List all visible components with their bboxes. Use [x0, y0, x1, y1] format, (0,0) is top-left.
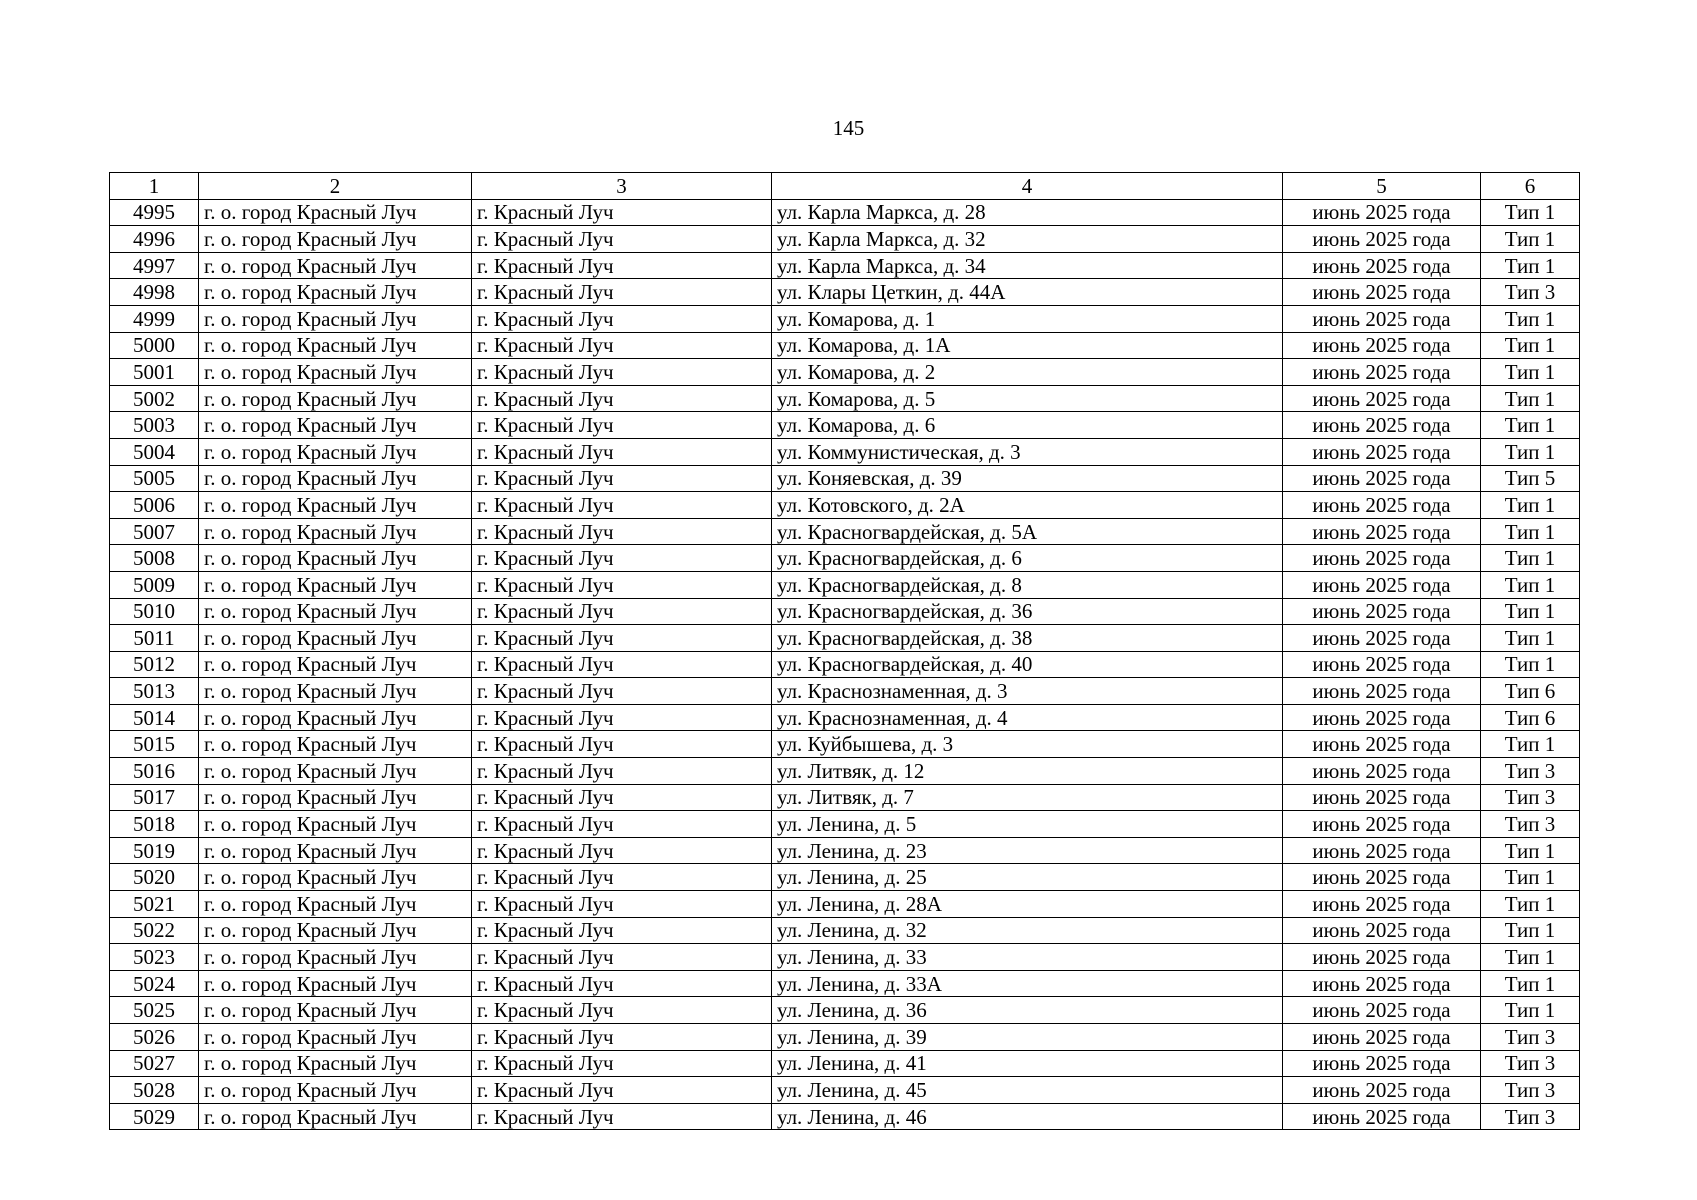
table-row [110, 837, 1580, 864]
type-cell: Тип 1 [1481, 492, 1580, 519]
row-number-cell: 5012 [110, 651, 199, 678]
date-cell: июнь 2025 года [1283, 811, 1481, 838]
municipality-cell: г. о. город Красный Луч [199, 412, 472, 439]
row-number-cell: 5028 [110, 1077, 199, 1104]
address-cell: ул. Ленина, д. 33 [772, 944, 1283, 971]
settlement-cell: г. Красный Луч [472, 438, 772, 465]
type-cell: Тип 3 [1481, 784, 1580, 811]
table-row [110, 997, 1580, 1024]
date-cell: июнь 2025 года [1283, 279, 1481, 306]
table-row [110, 917, 1580, 944]
date-cell: июнь 2025 года [1283, 492, 1481, 519]
row-number-cell: 5003 [110, 412, 199, 439]
address-cell: ул. Литвяк, д. 7 [772, 784, 1283, 811]
row-number-cell: 5000 [110, 332, 199, 359]
type-cell: Тип 1 [1481, 438, 1580, 465]
municipality-cell: г. о. город Красный Луч [199, 252, 472, 279]
table-row [110, 811, 1580, 838]
type-cell: Тип 1 [1481, 385, 1580, 412]
municipality-cell: г. о. город Красный Луч [199, 864, 472, 891]
settlement-cell: г. Красный Луч [472, 864, 772, 891]
table-row [110, 678, 1580, 705]
type-cell: Тип 1 [1481, 970, 1580, 997]
type-cell: Тип 1 [1481, 332, 1580, 359]
address-cell: ул. Краснознаменная, д. 3 [772, 678, 1283, 705]
settlement-cell: г. Красный Луч [472, 917, 772, 944]
date-cell: июнь 2025 года [1283, 305, 1481, 332]
settlement-cell: г. Красный Луч [472, 226, 772, 253]
table-row [110, 598, 1580, 625]
row-number-cell: 5010 [110, 598, 199, 625]
municipality-cell: г. о. город Красный Луч [199, 1077, 472, 1104]
type-cell: Тип 1 [1481, 598, 1580, 625]
municipality-cell: г. о. город Красный Луч [199, 837, 472, 864]
date-cell: июнь 2025 года [1283, 385, 1481, 412]
address-cell: ул. Ленина, д. 23 [772, 837, 1283, 864]
type-cell: Тип 3 [1481, 758, 1580, 785]
municipality-cell: г. о. город Красный Луч [199, 625, 472, 652]
date-cell: июнь 2025 года [1283, 944, 1481, 971]
date-cell: июнь 2025 года [1283, 970, 1481, 997]
date-cell: июнь 2025 года [1283, 412, 1481, 439]
municipality-cell: г. о. город Красный Луч [199, 385, 472, 412]
table-row [110, 1103, 1580, 1130]
type-cell: Тип 3 [1481, 1103, 1580, 1130]
housing-registry-table [109, 172, 1580, 1130]
municipality-cell: г. о. город Красный Луч [199, 279, 472, 306]
municipality-cell: г. о. город Красный Луч [199, 1050, 472, 1077]
column-header: 5 [1283, 173, 1481, 200]
municipality-cell: г. о. город Красный Луч [199, 545, 472, 572]
type-cell: Тип 1 [1481, 359, 1580, 386]
table-row [110, 625, 1580, 652]
address-cell: ул. Ленина, д. 33А [772, 970, 1283, 997]
table-row [110, 465, 1580, 492]
column-header: 6 [1481, 173, 1580, 200]
table-row [110, 332, 1580, 359]
municipality-cell: г. о. город Красный Луч [199, 305, 472, 332]
table-row [110, 758, 1580, 785]
type-cell: Тип 3 [1481, 1024, 1580, 1051]
address-cell: ул. Комарова, д. 1 [772, 305, 1283, 332]
row-number-cell: 5025 [110, 997, 199, 1024]
settlement-cell: г. Красный Луч [472, 412, 772, 439]
page-number: 145 [832, 116, 865, 140]
date-cell: июнь 2025 года [1283, 625, 1481, 652]
row-number-cell: 5016 [110, 758, 199, 785]
table-row [110, 518, 1580, 545]
table-row [110, 359, 1580, 386]
address-cell: ул. Ленина, д. 36 [772, 997, 1283, 1024]
settlement-cell: г. Красный Луч [472, 1077, 772, 1104]
row-number-cell: 5005 [110, 465, 199, 492]
municipality-cell: г. о. город Красный Луч [199, 465, 472, 492]
column-header: 3 [472, 173, 772, 200]
type-cell: Тип 1 [1481, 917, 1580, 944]
municipality-cell: г. о. город Красный Луч [199, 970, 472, 997]
row-number-cell: 5008 [110, 545, 199, 572]
date-cell: июнь 2025 года [1283, 598, 1481, 625]
table-row [110, 252, 1580, 279]
table-row [110, 864, 1580, 891]
date-cell: июнь 2025 года [1283, 731, 1481, 758]
type-cell: Тип 1 [1481, 252, 1580, 279]
type-cell: Тип 1 [1481, 891, 1580, 918]
type-cell: Тип 1 [1481, 731, 1580, 758]
settlement-cell: г. Красный Луч [472, 837, 772, 864]
row-number-cell: 5026 [110, 1024, 199, 1051]
type-cell: Тип 6 [1481, 678, 1580, 705]
date-cell: июнь 2025 года [1283, 199, 1481, 226]
type-cell: Тип 3 [1481, 1050, 1580, 1077]
table-row [110, 891, 1580, 918]
row-number-cell: 5017 [110, 784, 199, 811]
address-cell: ул. Коммунистическая, д. 3 [772, 438, 1283, 465]
type-cell: Тип 1 [1481, 944, 1580, 971]
municipality-cell: г. о. город Красный Луч [199, 518, 472, 545]
settlement-cell: г. Красный Луч [472, 944, 772, 971]
type-cell: Тип 1 [1481, 305, 1580, 332]
municipality-cell: г. о. город Красный Луч [199, 891, 472, 918]
address-cell: ул. Красногвардейская, д. 6 [772, 545, 1283, 572]
table-row [110, 492, 1580, 519]
settlement-cell: г. Красный Луч [472, 997, 772, 1024]
settlement-cell: г. Красный Луч [472, 332, 772, 359]
type-cell: Тип 1 [1481, 997, 1580, 1024]
municipality-cell: г. о. город Красный Луч [199, 199, 472, 226]
municipality-cell: г. о. город Красный Луч [199, 1024, 472, 1051]
address-cell: ул. Ленина, д. 28А [772, 891, 1283, 918]
address-cell: ул. Клары Цеткин, д. 44А [772, 279, 1283, 306]
row-number-cell: 5019 [110, 837, 199, 864]
settlement-cell: г. Красный Луч [472, 731, 772, 758]
table-row [110, 199, 1580, 226]
row-number-cell: 5014 [110, 704, 199, 731]
row-number-cell: 5022 [110, 917, 199, 944]
table-row [110, 545, 1580, 572]
table-row [110, 1077, 1580, 1104]
type-cell: Тип 1 [1481, 571, 1580, 598]
address-cell: ул. Комарова, д. 6 [772, 412, 1283, 439]
address-cell: ул. Карла Маркса, д. 34 [772, 252, 1283, 279]
date-cell: июнь 2025 года [1283, 332, 1481, 359]
settlement-cell: г. Красный Луч [472, 651, 772, 678]
municipality-cell: г. о. город Красный Луч [199, 438, 472, 465]
address-cell: ул. Ленина, д. 39 [772, 1024, 1283, 1051]
address-cell: ул. Котовского, д. 2А [772, 492, 1283, 519]
address-cell: ул. Ленина, д. 41 [772, 1050, 1283, 1077]
date-cell: июнь 2025 года [1283, 518, 1481, 545]
settlement-cell: г. Красный Луч [472, 598, 772, 625]
settlement-cell: г. Красный Луч [472, 545, 772, 572]
date-cell: июнь 2025 года [1283, 997, 1481, 1024]
address-cell: ул. Красногвардейская, д. 5А [772, 518, 1283, 545]
address-cell: ул. Ленина, д. 45 [772, 1077, 1283, 1104]
address-cell: ул. Карла Маркса, д. 28 [772, 199, 1283, 226]
address-cell: ул. Красногвардейская, д. 36 [772, 598, 1283, 625]
table-row [110, 1024, 1580, 1051]
municipality-cell: г. о. город Красный Луч [199, 1103, 472, 1130]
date-cell: июнь 2025 года [1283, 758, 1481, 785]
address-cell: ул. Комарова, д. 5 [772, 385, 1283, 412]
row-number-cell: 5021 [110, 891, 199, 918]
settlement-cell: г. Красный Луч [472, 385, 772, 412]
date-cell: июнь 2025 года [1283, 226, 1481, 253]
type-cell: Тип 3 [1481, 279, 1580, 306]
type-cell: Тип 1 [1481, 837, 1580, 864]
address-cell: ул. Ленина, д. 25 [772, 864, 1283, 891]
date-cell: июнь 2025 года [1283, 864, 1481, 891]
date-cell: июнь 2025 года [1283, 784, 1481, 811]
settlement-cell: г. Красный Луч [472, 518, 772, 545]
row-number-cell: 5020 [110, 864, 199, 891]
settlement-cell: г. Красный Луч [472, 199, 772, 226]
address-cell: ул. Коняевская, д. 39 [772, 465, 1283, 492]
date-cell: июнь 2025 года [1283, 1077, 1481, 1104]
row-number-cell: 5001 [110, 359, 199, 386]
type-cell: Тип 1 [1481, 412, 1580, 439]
date-cell: июнь 2025 года [1283, 891, 1481, 918]
table-body [110, 173, 1580, 1130]
table-row [110, 279, 1580, 306]
municipality-cell: г. о. город Красный Луч [199, 917, 472, 944]
row-number-cell: 5027 [110, 1050, 199, 1077]
date-cell: июнь 2025 года [1283, 651, 1481, 678]
table-row [110, 1050, 1580, 1077]
address-cell: ул. Ленина, д. 5 [772, 811, 1283, 838]
address-cell: ул. Ленина, д. 32 [772, 917, 1283, 944]
date-cell: июнь 2025 года [1283, 465, 1481, 492]
settlement-cell: г. Красный Луч [472, 704, 772, 731]
municipality-cell: г. о. город Красный Луч [199, 758, 472, 785]
row-number-cell: 5023 [110, 944, 199, 971]
address-cell: ул. Красногвардейская, д. 40 [772, 651, 1283, 678]
address-cell: ул. Куйбышева, д. 3 [772, 731, 1283, 758]
type-cell: Тип 1 [1481, 545, 1580, 572]
type-cell: Тип 6 [1481, 704, 1580, 731]
row-number-cell: 5009 [110, 571, 199, 598]
row-number-cell: 5018 [110, 811, 199, 838]
municipality-cell: г. о. город Красный Луч [199, 704, 472, 731]
type-cell: Тип 5 [1481, 465, 1580, 492]
date-cell: июнь 2025 года [1283, 678, 1481, 705]
table-row [110, 412, 1580, 439]
table-row [110, 571, 1580, 598]
municipality-cell: г. о. город Красный Луч [199, 784, 472, 811]
settlement-cell: г. Красный Луч [472, 1050, 772, 1077]
date-cell: июнь 2025 года [1283, 1024, 1481, 1051]
settlement-cell: г. Красный Луч [472, 252, 772, 279]
table-header-row [110, 173, 1580, 200]
settlement-cell: г. Красный Луч [472, 891, 772, 918]
municipality-cell: г. о. город Красный Луч [199, 944, 472, 971]
municipality-cell: г. о. город Красный Луч [199, 598, 472, 625]
table-row [110, 784, 1580, 811]
row-number-cell: 5002 [110, 385, 199, 412]
date-cell: июнь 2025 года [1283, 438, 1481, 465]
type-cell: Тип 3 [1481, 811, 1580, 838]
municipality-cell: г. о. город Красный Луч [199, 226, 472, 253]
settlement-cell: г. Красный Луч [472, 1103, 772, 1130]
row-number-cell: 5015 [110, 731, 199, 758]
address-cell: ул. Комарова, д. 2 [772, 359, 1283, 386]
municipality-cell: г. о. город Красный Луч [199, 359, 472, 386]
municipality-cell: г. о. город Красный Луч [199, 651, 472, 678]
table-row [110, 226, 1580, 253]
table-row [110, 651, 1580, 678]
settlement-cell: г. Красный Луч [472, 571, 772, 598]
municipality-cell: г. о. город Красный Луч [199, 997, 472, 1024]
settlement-cell: г. Красный Луч [472, 625, 772, 652]
table-row [110, 944, 1580, 971]
date-cell: июнь 2025 года [1283, 359, 1481, 386]
row-number-cell: 5011 [110, 625, 199, 652]
row-number-cell: 4998 [110, 279, 199, 306]
settlement-cell: г. Красный Луч [472, 279, 772, 306]
address-cell: ул. Ленина, д. 46 [772, 1103, 1283, 1130]
table-row [110, 385, 1580, 412]
type-cell: Тип 1 [1481, 518, 1580, 545]
type-cell: Тип 1 [1481, 651, 1580, 678]
column-header: 2 [199, 173, 472, 200]
row-number-cell: 4997 [110, 252, 199, 279]
settlement-cell: г. Красный Луч [472, 1024, 772, 1051]
settlement-cell: г. Красный Луч [472, 305, 772, 332]
address-cell: ул. Красногвардейская, д. 8 [772, 571, 1283, 598]
row-number-cell: 4995 [110, 199, 199, 226]
type-cell: Тип 1 [1481, 625, 1580, 652]
date-cell: июнь 2025 года [1283, 837, 1481, 864]
settlement-cell: г. Красный Луч [472, 465, 772, 492]
address-cell: ул. Комарова, д. 1А [772, 332, 1283, 359]
settlement-cell: г. Красный Луч [472, 758, 772, 785]
row-number-cell: 5013 [110, 678, 199, 705]
settlement-cell: г. Красный Луч [472, 359, 772, 386]
type-cell: Тип 1 [1481, 864, 1580, 891]
table-row [110, 704, 1580, 731]
type-cell: Тип 3 [1481, 1077, 1580, 1104]
row-number-cell: 5024 [110, 970, 199, 997]
settlement-cell: г. Красный Луч [472, 811, 772, 838]
date-cell: июнь 2025 года [1283, 571, 1481, 598]
date-cell: июнь 2025 года [1283, 917, 1481, 944]
settlement-cell: г. Красный Луч [472, 678, 772, 705]
settlement-cell: г. Красный Луч [472, 784, 772, 811]
column-header: 4 [772, 173, 1283, 200]
settlement-cell: г. Красный Луч [472, 492, 772, 519]
municipality-cell: г. о. город Красный Луч [199, 332, 472, 359]
municipality-cell: г. о. город Красный Луч [199, 731, 472, 758]
row-number-cell: 5004 [110, 438, 199, 465]
row-number-cell: 4999 [110, 305, 199, 332]
municipality-cell: г. о. город Красный Луч [199, 811, 472, 838]
municipality-cell: г. о. город Красный Луч [199, 678, 472, 705]
settlement-cell: г. Красный Луч [472, 970, 772, 997]
address-cell: ул. Красногвардейская, д. 38 [772, 625, 1283, 652]
type-cell: Тип 1 [1481, 199, 1580, 226]
municipality-cell: г. о. город Красный Луч [199, 571, 472, 598]
row-number-cell: 5006 [110, 492, 199, 519]
address-cell: ул. Краснознаменная, д. 4 [772, 704, 1283, 731]
date-cell: июнь 2025 года [1283, 1103, 1481, 1130]
type-cell: Тип 1 [1481, 226, 1580, 253]
address-cell: ул. Литвяк, д. 12 [772, 758, 1283, 785]
table-row [110, 731, 1580, 758]
date-cell: июнь 2025 года [1283, 704, 1481, 731]
date-cell: июнь 2025 года [1283, 252, 1481, 279]
column-header: 1 [110, 173, 199, 200]
row-number-cell: 4996 [110, 226, 199, 253]
table-row [110, 305, 1580, 332]
municipality-cell: г. о. город Красный Луч [199, 492, 472, 519]
date-cell: июнь 2025 года [1283, 1050, 1481, 1077]
date-cell: июнь 2025 года [1283, 545, 1481, 572]
address-cell: ул. Карла Маркса, д. 32 [772, 226, 1283, 253]
table-row [110, 970, 1580, 997]
table-row [110, 438, 1580, 465]
row-number-cell: 5007 [110, 518, 199, 545]
row-number-cell: 5029 [110, 1103, 199, 1130]
